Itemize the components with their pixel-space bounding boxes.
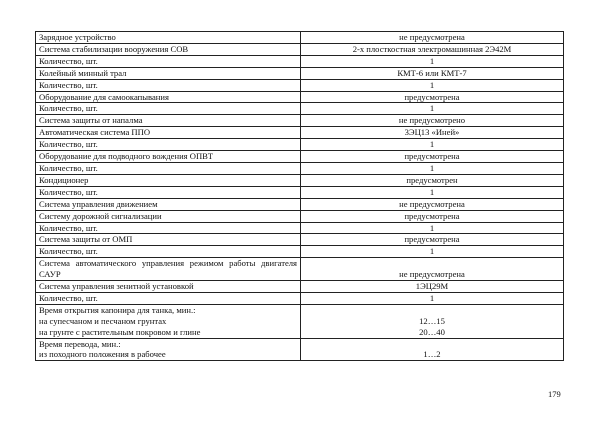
parameter-value: 1 [429,246,435,257]
value-cell [301,186,564,198]
specifications-table [35,31,564,361]
parameter-cell [36,115,301,127]
parameter-cell [36,234,301,246]
parameter-cell [36,304,301,338]
parameter-value: КМТ-6 или КМТ-7 [397,67,467,78]
parameter-label: Система управления движением [39,198,158,209]
parameter-value: предусмотрена [404,91,460,102]
parameter-label: Колейный минный трал [39,67,127,78]
parameter-label: Система защиты от напалма [39,115,143,126]
parameter-label: Количество, шт. [39,79,98,90]
value-cell [301,234,564,246]
table-row [36,174,564,186]
table-row [36,115,564,127]
parameter-label: Зарядное устройство [39,32,116,42]
parameter-value: не предусмотрено [398,115,466,126]
parameter-value: не предусмотрена [399,32,465,42]
table-row [36,186,564,198]
table-row [36,210,564,222]
table-row [36,292,564,304]
table-row [36,234,564,246]
value-cell [301,115,564,127]
parameter-cell [36,43,301,55]
page-number: 179 [548,389,561,399]
value-cell [301,139,564,151]
table-row [36,281,564,293]
parameter-label: Количество, шт. [39,139,98,150]
parameter-cell [36,67,301,79]
table-row [36,79,564,91]
value-cell [301,338,564,361]
parameter-cell [36,174,301,186]
parameter-cell [36,246,301,258]
parameter-value: предусмотрен [406,174,458,185]
value-cell [301,304,564,338]
table-row [36,258,564,281]
value-cell [301,258,564,281]
table-row [36,127,564,139]
parameter-label: на грунте с растительным покровом и глине [39,326,201,337]
parameter-value: 1 [429,292,435,303]
parameter-label: Система защиты от ОМП [39,234,133,245]
parameter-cell [36,281,301,293]
parameter-label: Кондиционер [39,174,89,185]
table-row [36,162,564,174]
parameter-value [304,305,560,316]
parameter-cell [36,32,301,44]
value-cell [301,174,564,186]
value-cell [301,222,564,234]
parameter-value [304,258,560,269]
parameter-cell [36,55,301,67]
table-row [36,222,564,234]
parameter-cell [36,91,301,103]
parameter-cell [36,139,301,151]
parameter-label: Автоматическая система ППО [39,127,151,138]
parameter-value [304,339,560,350]
value-cell [301,43,564,55]
value-cell [301,79,564,91]
parameter-cell [36,162,301,174]
parameter-value: 1 [429,186,435,197]
parameter-cell [36,79,301,91]
value-cell [301,32,564,44]
parameter-cell [36,210,301,222]
parameter-label: на супесчаном и песчаном грунтах [39,315,167,326]
value-cell [301,246,564,258]
value-cell [301,67,564,79]
value-cell [301,292,564,304]
parameter-label: Количество, шт. [39,162,98,173]
parameter-value: 1 [429,162,435,173]
parameter-cell [36,258,301,281]
table-row [36,91,564,103]
parameter-label: Систему дорожной сигнализации [39,210,162,221]
parameter-value: 1…2 [423,349,441,360]
parameter-label: Количество, шт. [39,103,98,114]
value-cell [301,151,564,163]
parameter-label: из походного положения в рабочее [39,349,166,360]
parameter-label: Система автоматического управления режимом работы двигателя САУР [39,258,297,280]
value-cell [301,103,564,115]
parameter-value: 2-х плосткостная электромашинная 2Э42М [352,43,512,54]
parameter-cell [36,338,301,361]
parameter-label: Количество, шт. [39,292,98,303]
parameter-value: 1ЭЦ29М [415,281,449,292]
parameter-label: Оборудование для самоокапывания [39,91,169,102]
value-cell [301,91,564,103]
table-row [36,67,564,79]
parameter-label: Оборудование для подводного вождения ОПВТ [39,151,214,162]
parameter-value: 1 [429,139,435,150]
parameter-value: 12…15 [419,315,445,326]
table-row [36,246,564,258]
parameter-cell [36,103,301,115]
table-row [36,198,564,210]
parameter-value: 1 [429,103,435,114]
parameter-value: 20…40 [419,326,445,337]
table-row [36,151,564,163]
value-cell [301,281,564,293]
parameter-label: Система управления зенитной установкой [39,281,194,292]
parameter-cell [36,292,301,304]
parameter-label: Количество, шт. [39,55,98,66]
parameter-label: Время перевода, мин.: [39,338,121,349]
parameter-value: предусмотрена [404,210,460,221]
table-row [36,55,564,67]
parameter-value: не предусмотрена [399,198,465,209]
parameter-value: предусмотрена [404,234,460,245]
parameter-label: Количество, шт. [39,246,98,257]
parameter-cell [36,151,301,163]
parameter-value: 1 [429,55,435,66]
parameter-cell [36,198,301,210]
parameter-label: Количество, шт. [39,222,98,233]
table-row [36,304,564,338]
parameter-value: не предусмотрена [399,269,465,280]
parameter-label: Система стабилизации вооружения СОВ [39,43,189,54]
parameter-value: 1 [429,222,435,233]
parameter-label: Время открытия капонира для танка, мин.: [39,304,196,315]
parameter-value: предусмотрена [404,151,460,162]
value-cell [301,55,564,67]
table-row [36,103,564,115]
table-row [36,338,564,361]
value-cell [301,210,564,222]
value-cell [301,127,564,139]
parameter-value: 3ЭЦ13 «Иней» [404,127,460,138]
table-row [36,43,564,55]
table-row [36,139,564,151]
parameter-cell [36,222,301,234]
value-cell [301,162,564,174]
parameter-value: 1 [429,79,435,90]
parameter-cell [36,127,301,139]
value-cell [301,198,564,210]
parameter-label: Количество, шт. [39,186,98,197]
table-row [36,32,564,44]
parameter-cell [36,186,301,198]
